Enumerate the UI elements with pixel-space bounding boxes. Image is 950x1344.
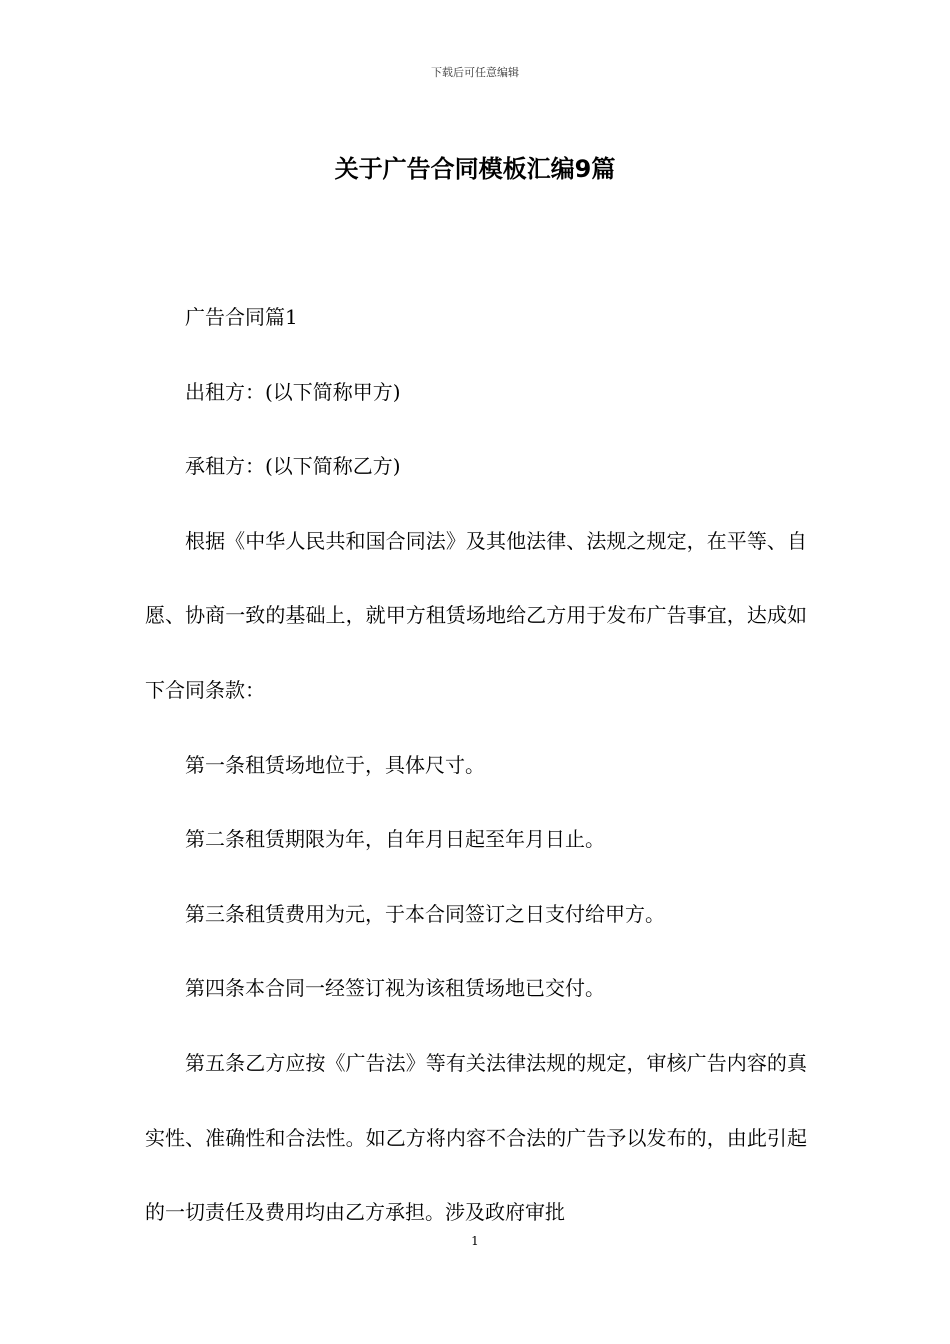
paragraph-article-3: 第三条租赁费用为元，于本合同签订之日支付给甲方。: [185, 901, 665, 926]
paragraph-article-4: 第四条本合同一经签订视为该租赁场地已交付。: [185, 976, 605, 1001]
document-title: 关于广告合同模板汇编9篇: [334, 155, 616, 183]
document-body: [145, 280, 807, 1250]
paragraph-lessor: 出租方：(以下简称甲方): [185, 379, 401, 404]
paragraph-lessee: 承租方：(以下简称乙方): [185, 454, 401, 479]
paragraph-article-2: 第二条租赁期限为年，自年月日起至年月日止。: [185, 827, 605, 852]
section-heading: 广告合同篇1: [185, 305, 298, 329]
paragraph-article-5: 第五条乙方应按《广告法》等有关法律法规的规定，审核广告内容的真实性、准确性和合法性。如乙方将内容不合法的广告予以发布的，由此引起的一切责任及费用均由乙方承担。涉及政府审批: [145, 1050, 807, 1225]
header-note: 下载后可任意编辑: [431, 66, 519, 79]
paragraph-article-1: 第一条租赁场地位于，具体尺寸。: [185, 752, 485, 777]
page-number: 1: [471, 1234, 479, 1248]
paragraph-preamble: 根据《中华人民共和国合同法》及其他法律、法规之规定，在平等、自愿、协商一致的基础上，就甲方租赁场地给乙方用于发布广告事宜，达成如下合同条款：: [145, 528, 807, 702]
